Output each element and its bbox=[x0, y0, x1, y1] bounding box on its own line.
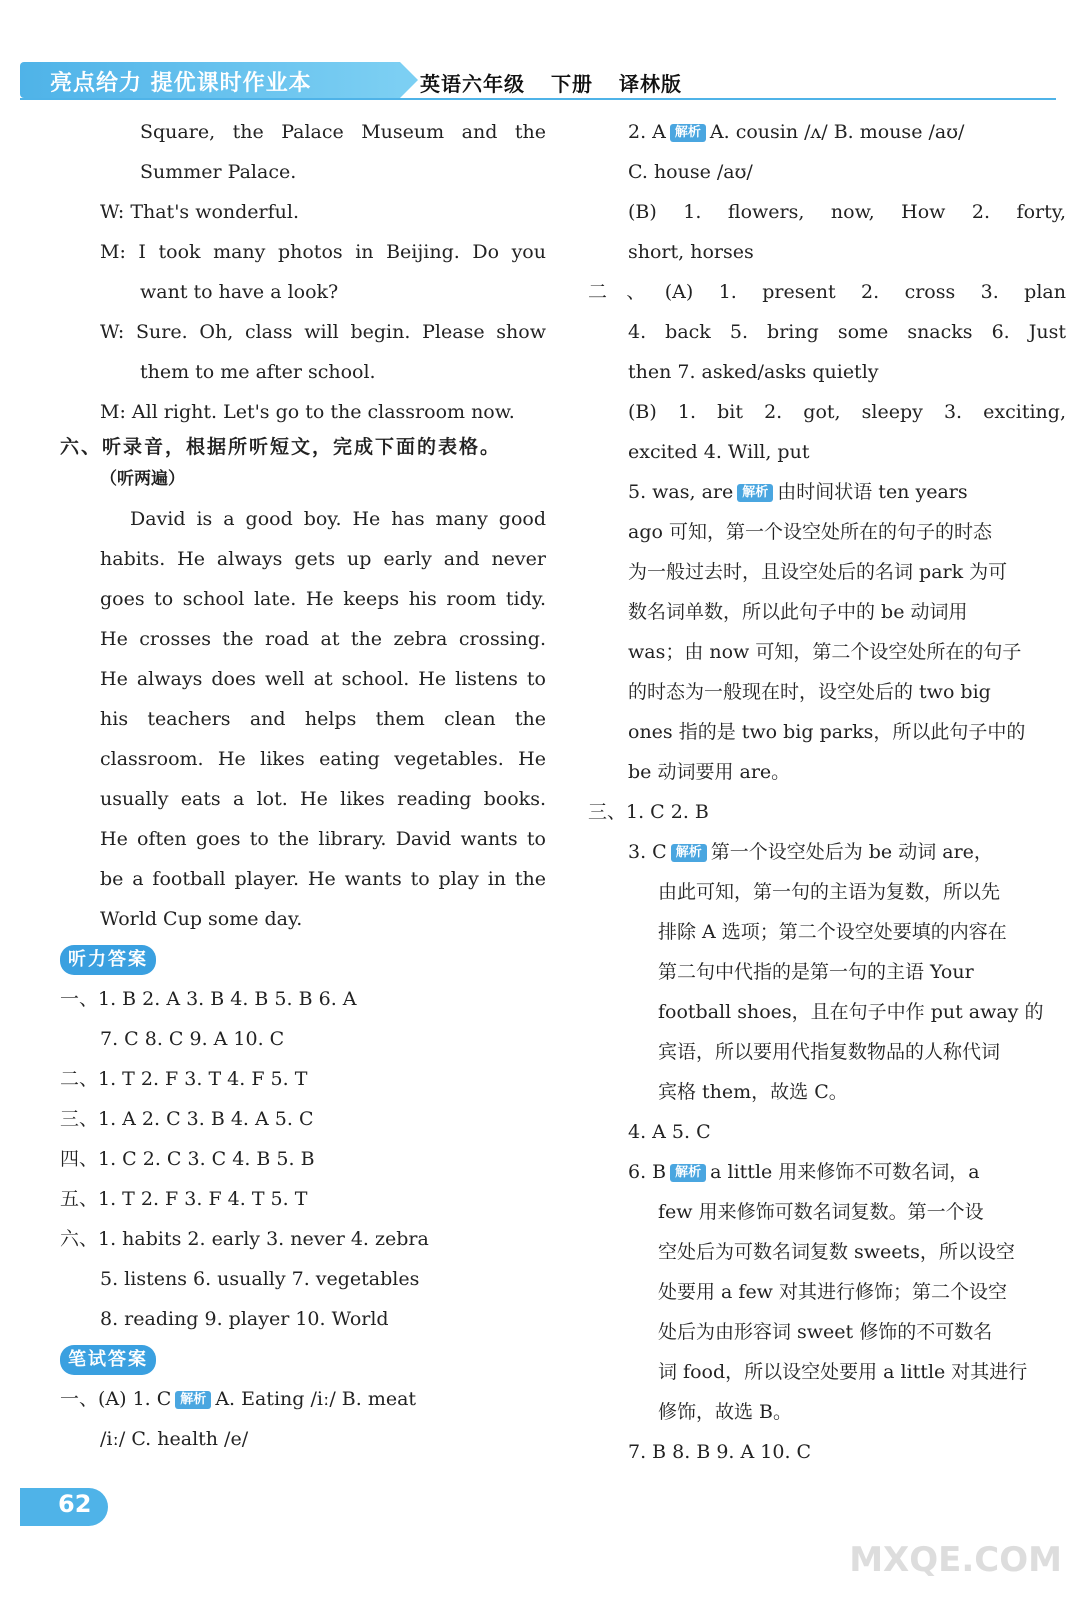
answer-line: (B) 1. flowers, now, How 2. forty, bbox=[628, 201, 1066, 223]
dialog-line: them to me after school. bbox=[140, 361, 376, 383]
passage-line: his teachers and helps them clean the bbox=[100, 708, 546, 730]
answer-line: 的时态为一般现在时，设空处后的 two big bbox=[628, 681, 991, 703]
header-edition: 译林版 bbox=[619, 72, 682, 96]
answer-line: 五、1. T 2. F 3. F 4. T 5. T bbox=[60, 1188, 308, 1210]
answer-line: 处后为由形容词 sweet 修饰的不可数名 bbox=[658, 1321, 993, 1343]
listening-answers-heading bbox=[60, 939, 546, 979]
answer-line: 7. C 8. C 9. A 10. C bbox=[100, 1028, 285, 1050]
answer-line: 8. reading 9. player 10. World bbox=[100, 1308, 389, 1330]
passage-line: He always does well at school. He listens to bbox=[100, 668, 546, 690]
analysis-text: 第一个设空处后为 be 动词 are， bbox=[710, 841, 993, 863]
analysis-tag: 解析 bbox=[671, 844, 707, 862]
answer-line: 4. back 5. bring some snacks 6. Just bbox=[628, 321, 1066, 343]
listening-answers bbox=[60, 979, 546, 1339]
dialog-line: W: That's wonderful. bbox=[100, 201, 300, 223]
passage-line: He often goes to the library. David wants to bbox=[100, 828, 546, 850]
analysis-tag: 解析 bbox=[670, 1164, 706, 1182]
answer-line: 宾语，所以要用代指复数物品的人称代词 bbox=[658, 1041, 1001, 1063]
answer-line: be 动词要用 are。 bbox=[628, 761, 791, 783]
answer-line: 处要用 a few 对其进行修饰；第二个设空 bbox=[658, 1281, 1007, 1303]
passage-line: He crosses the road at the zebra crossing. bbox=[100, 628, 546, 650]
answer-line: 4. A 5. C bbox=[628, 1121, 711, 1143]
written-answer-line: /iː/ C. health /e/ bbox=[100, 1428, 249, 1450]
written-answers-heading bbox=[60, 1339, 546, 1379]
right-column bbox=[588, 112, 1066, 1472]
answer-line: few 用来修饰可数名词复数。第一个设 bbox=[658, 1201, 984, 1223]
analysis-text: 由时间状语 ten years bbox=[777, 481, 968, 503]
answer-line: (B) 1. bit 2. got, sleepy 3. exciting, bbox=[628, 401, 1066, 423]
answer-line: 三、1. C 2. B bbox=[588, 801, 709, 823]
passage-line: classroom. He likes eating vegetables. He bbox=[100, 748, 546, 770]
answer-line bbox=[588, 832, 1066, 872]
dialog-line: W: Sure. Oh, class will begin. Please show bbox=[100, 321, 546, 343]
answer-number: 5. was, are bbox=[628, 481, 734, 503]
section-6-title: 六、听录音，根据所听短文，完成下面的表格。 bbox=[60, 436, 502, 458]
analysis-text: a little 用来修饰不可数名词，a bbox=[710, 1161, 980, 1183]
answer-line: 排除 A 选项；第二个设空处要填的内容在 bbox=[658, 921, 1007, 943]
answer-line: 第二句中代指的是第一句的主语 Your bbox=[658, 961, 974, 983]
analysis-tag: 解析 bbox=[737, 484, 773, 502]
analysis-text: A. cousin /ʌ/ B. mouse /aʊ/ bbox=[709, 121, 965, 143]
answer-line: 三、1. A 2. C 3. B 4. A 5. C bbox=[60, 1108, 314, 1130]
answer-line: 数名词单数，所以此句子中的 be 动词用 bbox=[628, 601, 968, 623]
answer-line: 六、1. habits 2. early 3. never 4. zebra bbox=[60, 1228, 429, 1250]
header-subject: 英语六年级 bbox=[420, 72, 525, 96]
answer-line: 一、1. B 2. A 3. B 4. B 5. B 6. A bbox=[60, 988, 357, 1010]
passage-line: David is a good boy. He has many good bbox=[130, 508, 546, 530]
answer-line: football shoes，且在句子中作 put away 的 bbox=[658, 1001, 1044, 1023]
answer-line: 空处后为可数名词复数 sweets，所以设空 bbox=[658, 1241, 1015, 1263]
answer-line bbox=[588, 1152, 1066, 1192]
answer-line: ago 可知，第一个设空处所在的句子的时态 bbox=[628, 521, 992, 543]
analysis-text: A. Eating /iː/ B. meat bbox=[215, 1388, 417, 1410]
passage-line: goes to school late. He keeps his room tidy. bbox=[100, 588, 546, 610]
dialog-line: Summer Palace. bbox=[140, 161, 297, 183]
header-volume: 下册 bbox=[551, 72, 593, 96]
answer-number: 2. A bbox=[628, 121, 666, 143]
dialog-line: M: I took many photos in Beijing. Do you bbox=[100, 241, 546, 263]
passage-line: be a football player. He wants to play in the bbox=[100, 868, 546, 890]
answer-line bbox=[588, 112, 1066, 152]
header-subtitle bbox=[420, 68, 708, 97]
answer-line: 二、(A) 1. present 2. cross 3. plan bbox=[588, 281, 1066, 303]
answer-line: 为一般过去时，且设空处后的名词 park 为可 bbox=[628, 561, 1008, 583]
answer-line: short, horses bbox=[628, 241, 754, 263]
answer-line: then 7. asked/asks quietly bbox=[628, 361, 879, 383]
passage-line: usually eats a lot. He likes reading books. bbox=[100, 788, 546, 810]
answer-line: 二、1. T 2. F 3. T 4. F 5. T bbox=[60, 1068, 308, 1090]
answer-line: 宾格 them，故选 C。 bbox=[658, 1081, 848, 1103]
header-brand: 亮点给力 提优课时作业本 bbox=[50, 71, 312, 96]
passage-block bbox=[60, 499, 546, 939]
written-answers-label: 笔试答案 bbox=[60, 1345, 156, 1375]
written-answer-line bbox=[60, 1379, 546, 1419]
answer-line: 5. listens 6. usually 7. vegetables bbox=[100, 1268, 420, 1290]
answer-line: ones 指的是 two big parks，所以此句子中的 bbox=[628, 721, 1026, 743]
analysis-tag: 解析 bbox=[670, 124, 706, 142]
answer-line: 词 food，所以设空处要用 a little 对其进行 bbox=[658, 1361, 1028, 1383]
analysis-tag: 解析 bbox=[175, 1391, 211, 1409]
dialog-block bbox=[60, 112, 546, 432]
listening-answers-label: 听力答案 bbox=[60, 945, 156, 975]
answer-line: C. house /aʊ/ bbox=[628, 161, 753, 183]
dialog-line: M: All right. Let's go to the classroom now. bbox=[100, 401, 515, 423]
passage-line: habits. He always gets up early and never bbox=[100, 548, 546, 570]
answer-line: 由此可知，第一句的主语为复数，所以先 bbox=[658, 881, 1001, 903]
watermark: MXQE.COM bbox=[849, 1540, 1062, 1580]
section-6-note: （听两遍） bbox=[100, 469, 185, 489]
passage-line: World Cup some day. bbox=[100, 908, 303, 930]
answer-line: 修饰，故选 B。 bbox=[658, 1401, 793, 1423]
dialog-line: want to have a look? bbox=[140, 281, 339, 303]
left-column bbox=[60, 112, 546, 1459]
header-rule bbox=[20, 98, 1056, 100]
answer-line: 7. B 8. B 9. A 10. C bbox=[628, 1441, 812, 1463]
answer-line bbox=[588, 472, 1066, 512]
answer-line: 四、1. C 2. C 3. C 4. B 5. B bbox=[60, 1148, 315, 1170]
answer-line: was；由 now 可知，第二个设空处所在的句子 bbox=[628, 641, 1022, 663]
answer-number: 3. C bbox=[628, 841, 667, 863]
dialog-line: Square, the Palace Museum and the bbox=[140, 121, 546, 143]
answer-line: excited 4. Will, put bbox=[628, 441, 810, 463]
page-header bbox=[20, 62, 1056, 100]
answer-number: 6. B bbox=[628, 1161, 667, 1183]
page-number: 62 bbox=[58, 1490, 92, 1518]
answer-number: 一、(A) 1. C bbox=[60, 1388, 172, 1410]
